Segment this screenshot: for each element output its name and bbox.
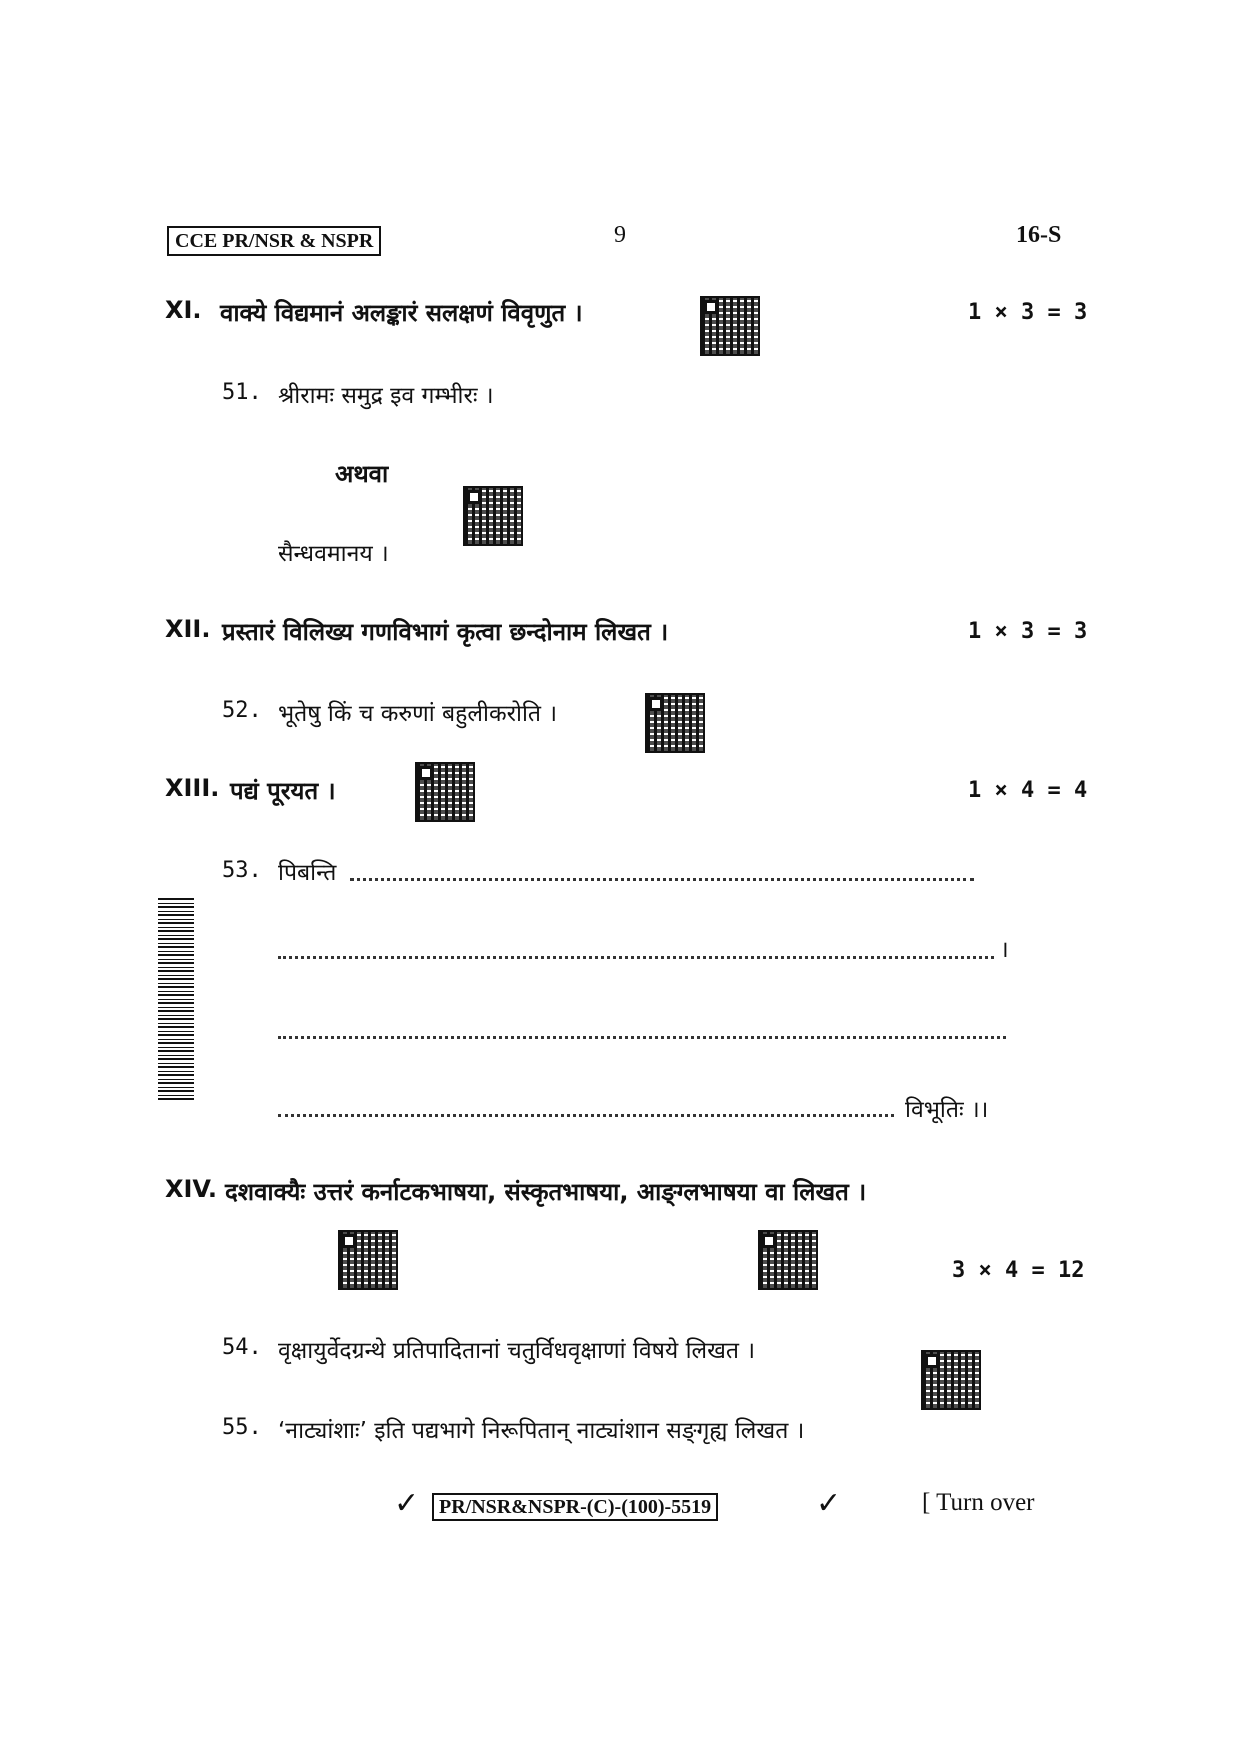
header-exam-code: CCE PR/NSR & NSPR [167,226,381,256]
qr-code-icon [415,762,475,822]
question-52-number: 52. [222,698,262,723]
answer-dotted-line [350,878,974,881]
line-end-vibhutih: विभूतिः ।। [905,1097,989,1123]
or-question-text: सैन्धवमानय । [278,541,389,567]
answer-dotted-line [278,956,994,959]
question-55-text: ‘नाट्यांशाः’ इति पद्यभागे निरूपितान् नाट्यांशान सङ्गृह्य लिखत । [278,1418,805,1444]
section-xiv-label: XIV. [165,1175,218,1203]
question-55-number: 55. [222,1415,262,1440]
section-xi-label: XI. [165,296,202,324]
footer-paper-code: PR/NSR&NSPR-(C)-(100)-5519 [432,1493,718,1521]
section-xiii-marks: 1 × 4 = 4 [968,778,1088,803]
section-xii-marks: 1 × 3 = 3 [968,619,1088,644]
question-53-text: पिबन्ति [278,860,337,886]
question-52-text: भूतेषु किं च करुणां बहुलीकरोति । [278,701,558,727]
qr-code-icon [921,1350,981,1410]
question-51-text: श्रीरामः समुद्र इव गम्भीरः । [278,383,494,409]
section-xii-label: XII. [165,615,211,643]
barcode-icon [158,898,194,1100]
qr-code-icon [338,1230,398,1290]
section-xi-marks: 1 × 3 = 3 [968,300,1088,325]
qr-code-icon [700,296,760,356]
or-label: अथवा [335,460,389,488]
qr-code-icon [645,693,705,753]
paper-code: 16-S [1016,222,1062,248]
line-end-danda: । [1000,937,1009,963]
question-54-number: 54. [222,1335,262,1360]
question-53-number: 53. [222,858,262,883]
section-xiii-instruction: पद्यं पूरयत । [230,777,336,805]
page-number: 9 [614,222,626,248]
answer-dotted-line [278,1114,894,1117]
section-xi-instruction: वाक्ये विद्यमानं अलङ्कारं सलक्षणं विवृणुत । [220,299,583,327]
check-mark-icon: ✓ [816,1486,842,1521]
qr-code-icon [758,1230,818,1290]
section-xiii-label: XIII. [165,774,220,802]
question-54-text: वृक्षायुर्वेदग्रन्थे प्रतिपादितानां चतुर्विधवृक्षाणां विषये लिखत । [278,1338,756,1364]
question-51-number: 51. [222,380,262,405]
check-mark-icon: ✓ [394,1486,420,1521]
section-xiv-marks: 3 × 4 = 12 [952,1258,1085,1283]
section-xiv-instruction: दशवाक्यैः उत्तरं कर्नाटकभाषया, संस्कृतभाषया, आङ्ग्लभाषया वा लिखत । [225,1178,867,1206]
section-xii-instruction: प्रस्तारं विलिख्य गणविभागं कृत्वा छन्दोनाम लिखत । [222,618,669,646]
qr-code-icon [463,486,523,546]
turn-over-text: [ Turn over [922,1489,1035,1516]
answer-dotted-line [278,1036,1006,1039]
